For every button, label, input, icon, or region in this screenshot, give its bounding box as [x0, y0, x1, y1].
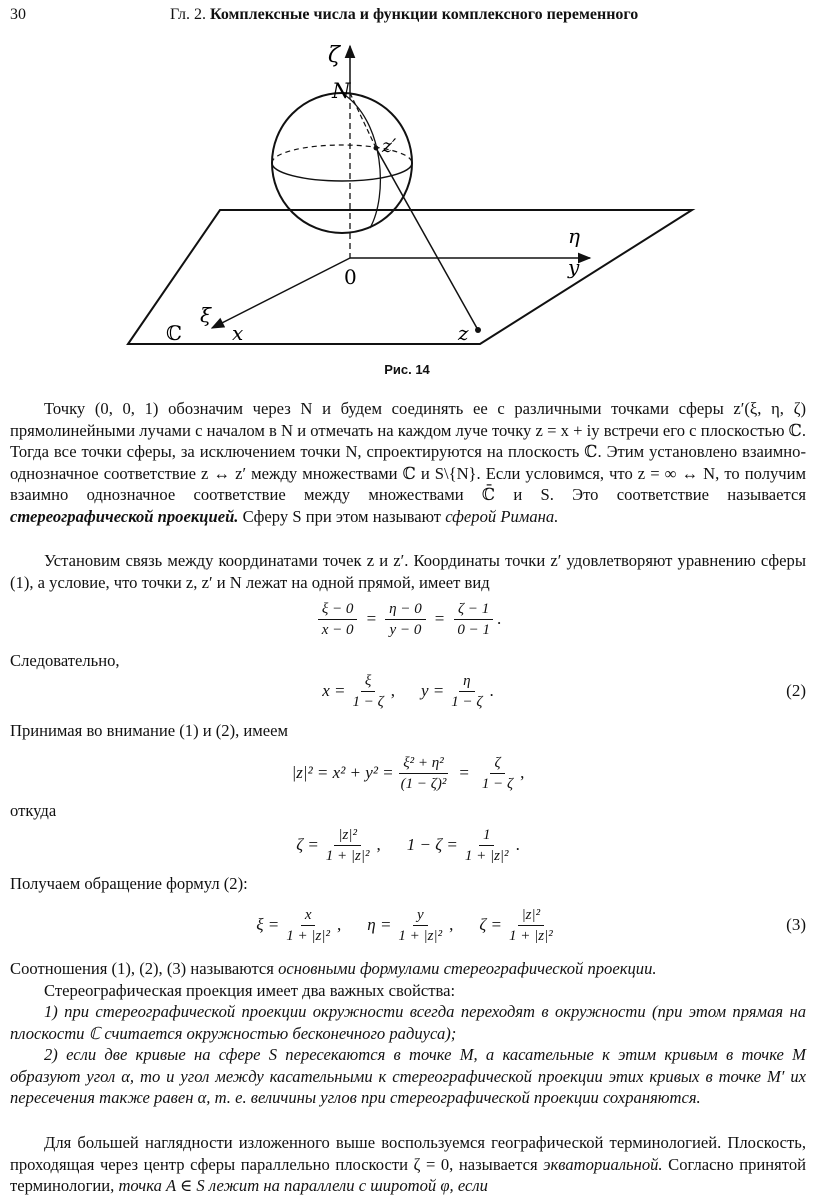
equation-2: x = $\frac{\xi}{1 - \zeta}$ , y = $\frac{\eta}{1 - \zeta}$ . (2)	[322, 672, 806, 710]
property-1: 1) при стереографической проекции окружности всегда переходят в окружности (при этом прямая на плоскости ℂ считается окружностью бесконечного радиуса);	[10, 1002, 806, 1043]
running-title	[170, 6, 638, 24]
paragraph-5: откуда	[10, 801, 57, 820]
paragraph-6: Получаем обращение формул (2):	[10, 874, 248, 893]
point-zprime	[374, 146, 379, 151]
complex-plane	[128, 210, 692, 344]
sphere	[272, 93, 412, 233]
label-x: x	[232, 321, 244, 345]
figure-caption: Рис. 14	[384, 362, 430, 377]
label-zprime: z′	[382, 135, 397, 157]
point-z	[475, 327, 481, 333]
label-eta: η	[568, 224, 580, 248]
equator-front	[272, 163, 412, 181]
running-header	[10, 6, 804, 28]
paragraph-8: Стереографическая проекция имеет два важных свойства:	[44, 981, 456, 1000]
property-2: 2) если две кривые на сфере S пересекаются в точке M, а касательные к этим кривым в точке M образуют угол α, то и угол между касательными к стереографической проекции этих кривых в точке M′ их пересечения также равен α, т. е. величины углов при стереографической проекции сохраняются.	[10, 1045, 806, 1107]
paragraph-7: Соотношения (1), (2), (3) называются основными формулами стереографической проекции.	[10, 959, 657, 978]
equation-number-2: (2)	[786, 681, 806, 700]
label-xi: ξ	[200, 303, 212, 327]
label-zeta: ζ	[328, 43, 340, 68]
label-origin: 0	[344, 265, 357, 289]
label-y: y	[568, 255, 580, 279]
xi-axis	[212, 258, 350, 328]
page-number: 30	[10, 6, 26, 23]
label-C: ℂ	[166, 321, 182, 345]
meridian	[342, 93, 380, 228]
chapter-title: Комплексные числа и функции комплексного переменного	[210, 6, 639, 23]
projection-ray	[376, 148, 478, 330]
label-N: N	[332, 79, 351, 103]
equation-number-3: (3)	[786, 915, 806, 934]
equation-collinear: $\frac{\xi - 0}{x - 0}$ = $\frac{\eta - 0}{y - 0}$ = $\frac{\zeta - 1}{0 - 1}$ .	[10, 596, 806, 642]
paragraph-3: Следовательно,	[10, 651, 120, 670]
paragraph-4: Принимая во внимание (1) и (2), имеем	[10, 721, 289, 740]
equation-3: ξ = $\frac{x}{\text{1 + |z|²}}$ , η = $\frac{y}{\text{1 + |z|²}}$ , ζ = $\frac{\text{|z|²}}{\text{1 + |z|²}}$ (3)	[256, 906, 806, 944]
paragraph-1: Точку (0, 0, 1) обозначим через N и будем соединять ее с различными точками сферы z′(ξ, η, ζ) прямолинейными лучами с началом в N и отмечать на каждом луче точку z = x + iy встречи его с плоскостью ℂ. Тогда все точки сферы, за исключением точки N, спроектируются на плоскость ℂ. Этим установлено взаимно-однозначное соответствие z ↔ z′ между множествами ℂ и S\{N}. Если условимся, что z = ∞ ↔ N, то получим взаимно однозначное соответствие между множествами ℂ̄ и S. Это соответствие называется стереографической проекцией. Сферу S при этом называют сферой Римана.	[10, 399, 806, 526]
equation-modulus: |z|² = x² + y² = $\frac{\text{ξ² + η²}}{\text{(1 − ζ)²}}$ = $\frac{\zeta}{1 - \zeta}$ ,	[291, 754, 525, 792]
paragraph-2: Установим связь между координатами точек z и z′. Координаты точки z′ удовлетворяют уравнению сферы (1), а условие, что точки z, z′ и N лежат на одной прямой, имеет вид	[10, 551, 806, 592]
chapter-label: Гл. 2.	[170, 6, 207, 23]
equation-zeta: ζ = $\frac{\text{|z|²}}{\text{1 + |z|²}}$ , 1 − ζ = $\frac{1}{\text{1 + |z|²}}$ .	[296, 826, 520, 864]
projection-ray-inner	[350, 93, 376, 148]
label-z: z	[458, 321, 469, 345]
paragraph-11: Для большей наглядности изложенного выше воспользуемся географической терминологией. Плоскость, проходящая через центр сферы параллельно плоскости ζ = 0, называется экваториальной. Согласно принятой терминологии, точка A ∈ S лежит на параллели с широтой φ, если	[10, 1133, 807, 1195]
riemann-sphere-figure	[120, 36, 700, 356]
